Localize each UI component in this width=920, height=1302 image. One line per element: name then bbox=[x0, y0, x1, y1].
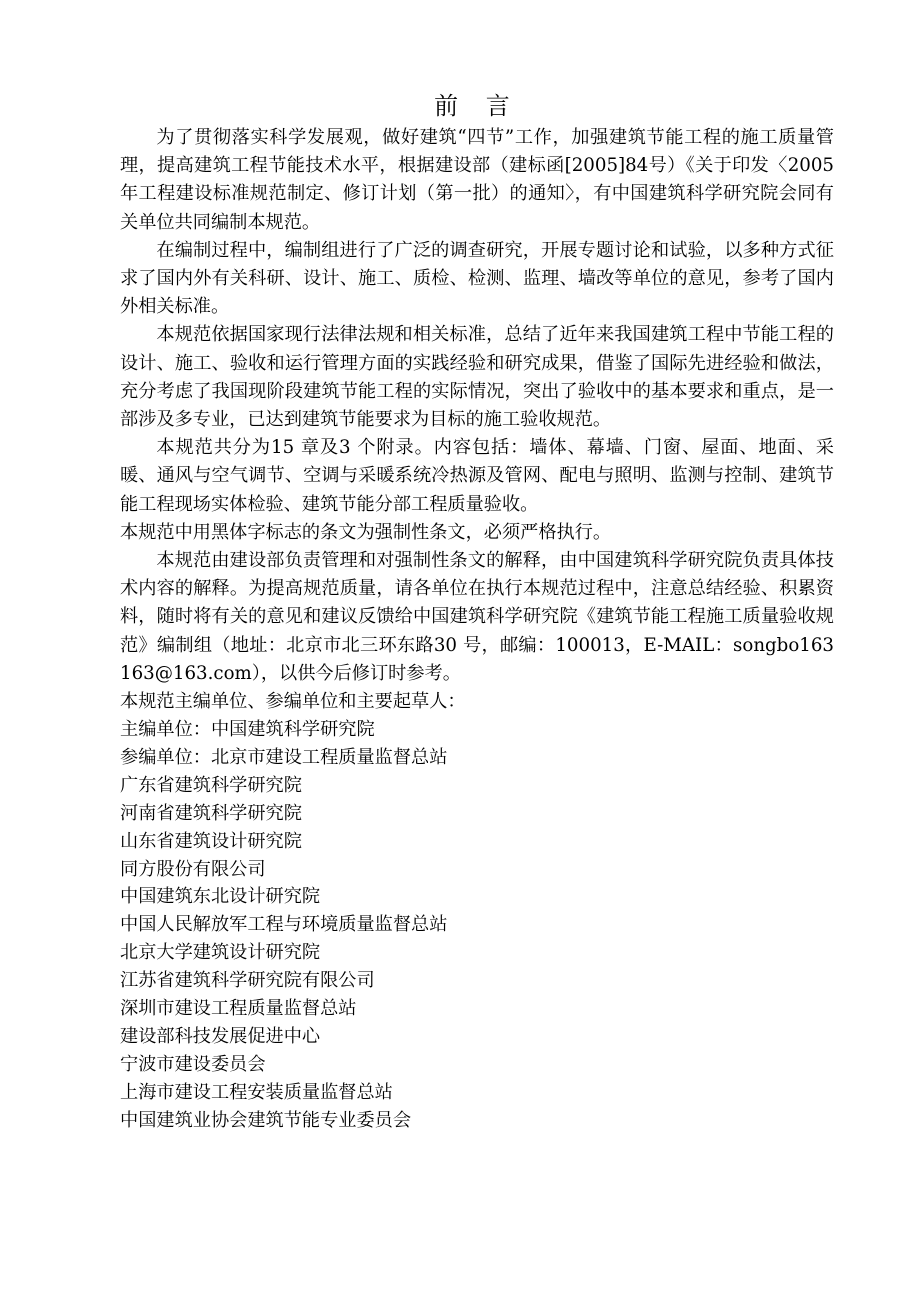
list-item: 中国建筑业协会建筑节能专业委员会 bbox=[120, 1109, 412, 1131]
list-item: 山东省建筑设计研究院 bbox=[120, 830, 302, 852]
paragraph-management: 本规范由建设部负责管理和对强制性条文的解释，由中国建筑科学研究院负责具体技术内容的解释。为提高规范质量，请各单位在执行本规范过程中，注意总结经验、积累资料，随时将有关的意见和建议反馈给中国建筑科学研究院《建筑节能工程施工质量验收规范》编制组（地址：北京市北三环东路30 号，邮编：100013，E-MAIL：songbo163163@163.com），以供今后修订时参考。 bbox=[120, 550, 834, 684]
paragraph-contents: 本规范共分为15 章及3 个附录。内容包括：墙体、幕墙、门窗、屋面、地面、采暖、通风与空气调节、空调与采暖系统冷热源及管网、配电与照明、监测与控制、建筑节能工程现场实体检验、建筑节能分部工程质量验收。 bbox=[120, 437, 834, 515]
list-item: 中国建筑东北设计研究院 bbox=[120, 886, 321, 908]
list-item: 北京大学建筑设计研究院 bbox=[120, 942, 321, 964]
list-item: 广东省建筑科学研究院 bbox=[120, 774, 302, 796]
list-item: 中国人民解放军工程与环境质量监督总站 bbox=[120, 914, 448, 936]
list-item: 江苏省建筑科学研究院有限公司 bbox=[120, 970, 375, 992]
list-item: 宁波市建设委员会 bbox=[120, 1053, 266, 1075]
units-list bbox=[120, 716, 834, 1135]
list-item: 主编单位：中国建筑科学研究院 bbox=[120, 718, 375, 740]
list-item: 建设部科技发展促进中心 bbox=[120, 1025, 321, 1047]
page-title: 前 言 bbox=[434, 92, 520, 120]
list-item: 河南省建筑科学研究院 bbox=[120, 802, 302, 824]
list-item: 同方股份有限公司 bbox=[120, 858, 266, 880]
list-item: 上海市建设工程安装质量监督总站 bbox=[120, 1081, 393, 1103]
mandatory-note: 本规范中用黑体字标志的条文为强制性条文，必须严格执行。 bbox=[120, 521, 612, 543]
paragraph-basis: 本规范依据国家现行法律法规和相关标准，总结了近年来我国建筑工程中节能工程的设计、施工、验收和运行管理方面的实践经验和研究成果，借鉴了国际先进经验和做法，充分考虑了我国现阶段建筑节能工程的实际情况，突出了验收中的基本要求和重点，是一部涉及多专业，已达到建筑节能要求为目标的施工验收规范。 bbox=[120, 324, 834, 431]
document-page bbox=[120, 88, 834, 1135]
paragraph-purpose: 为了贯彻落实科学发展观，做好建筑“四节”工作，加强建筑节能工程的施工质量管理，提高建筑工程节能技术水平，根据建设部（建标函[2005]84号）《关于印发〈2005 年工程建设标准规范制定、修订计划（第一批）的通知〉，有中国建筑科学研究院会同有关单位共同编制本规范。 bbox=[120, 127, 834, 233]
paragraph-process: 在编制过程中，编制组进行了广泛的调查研究，开展专题讨论和试验，以多种方式征求了国内外有关科研、设计、施工、质检、检测、监理、墙改等单位的意见，参考了国内外相关标准。 bbox=[120, 239, 834, 318]
list-item: 深圳市建设工程质量监督总站 bbox=[120, 998, 357, 1020]
list-item: 参编单位：北京市建设工程质量监督总站 bbox=[120, 746, 448, 768]
units-intro: 本规范主编单位、参编单位和主要起草人： bbox=[120, 691, 466, 713]
